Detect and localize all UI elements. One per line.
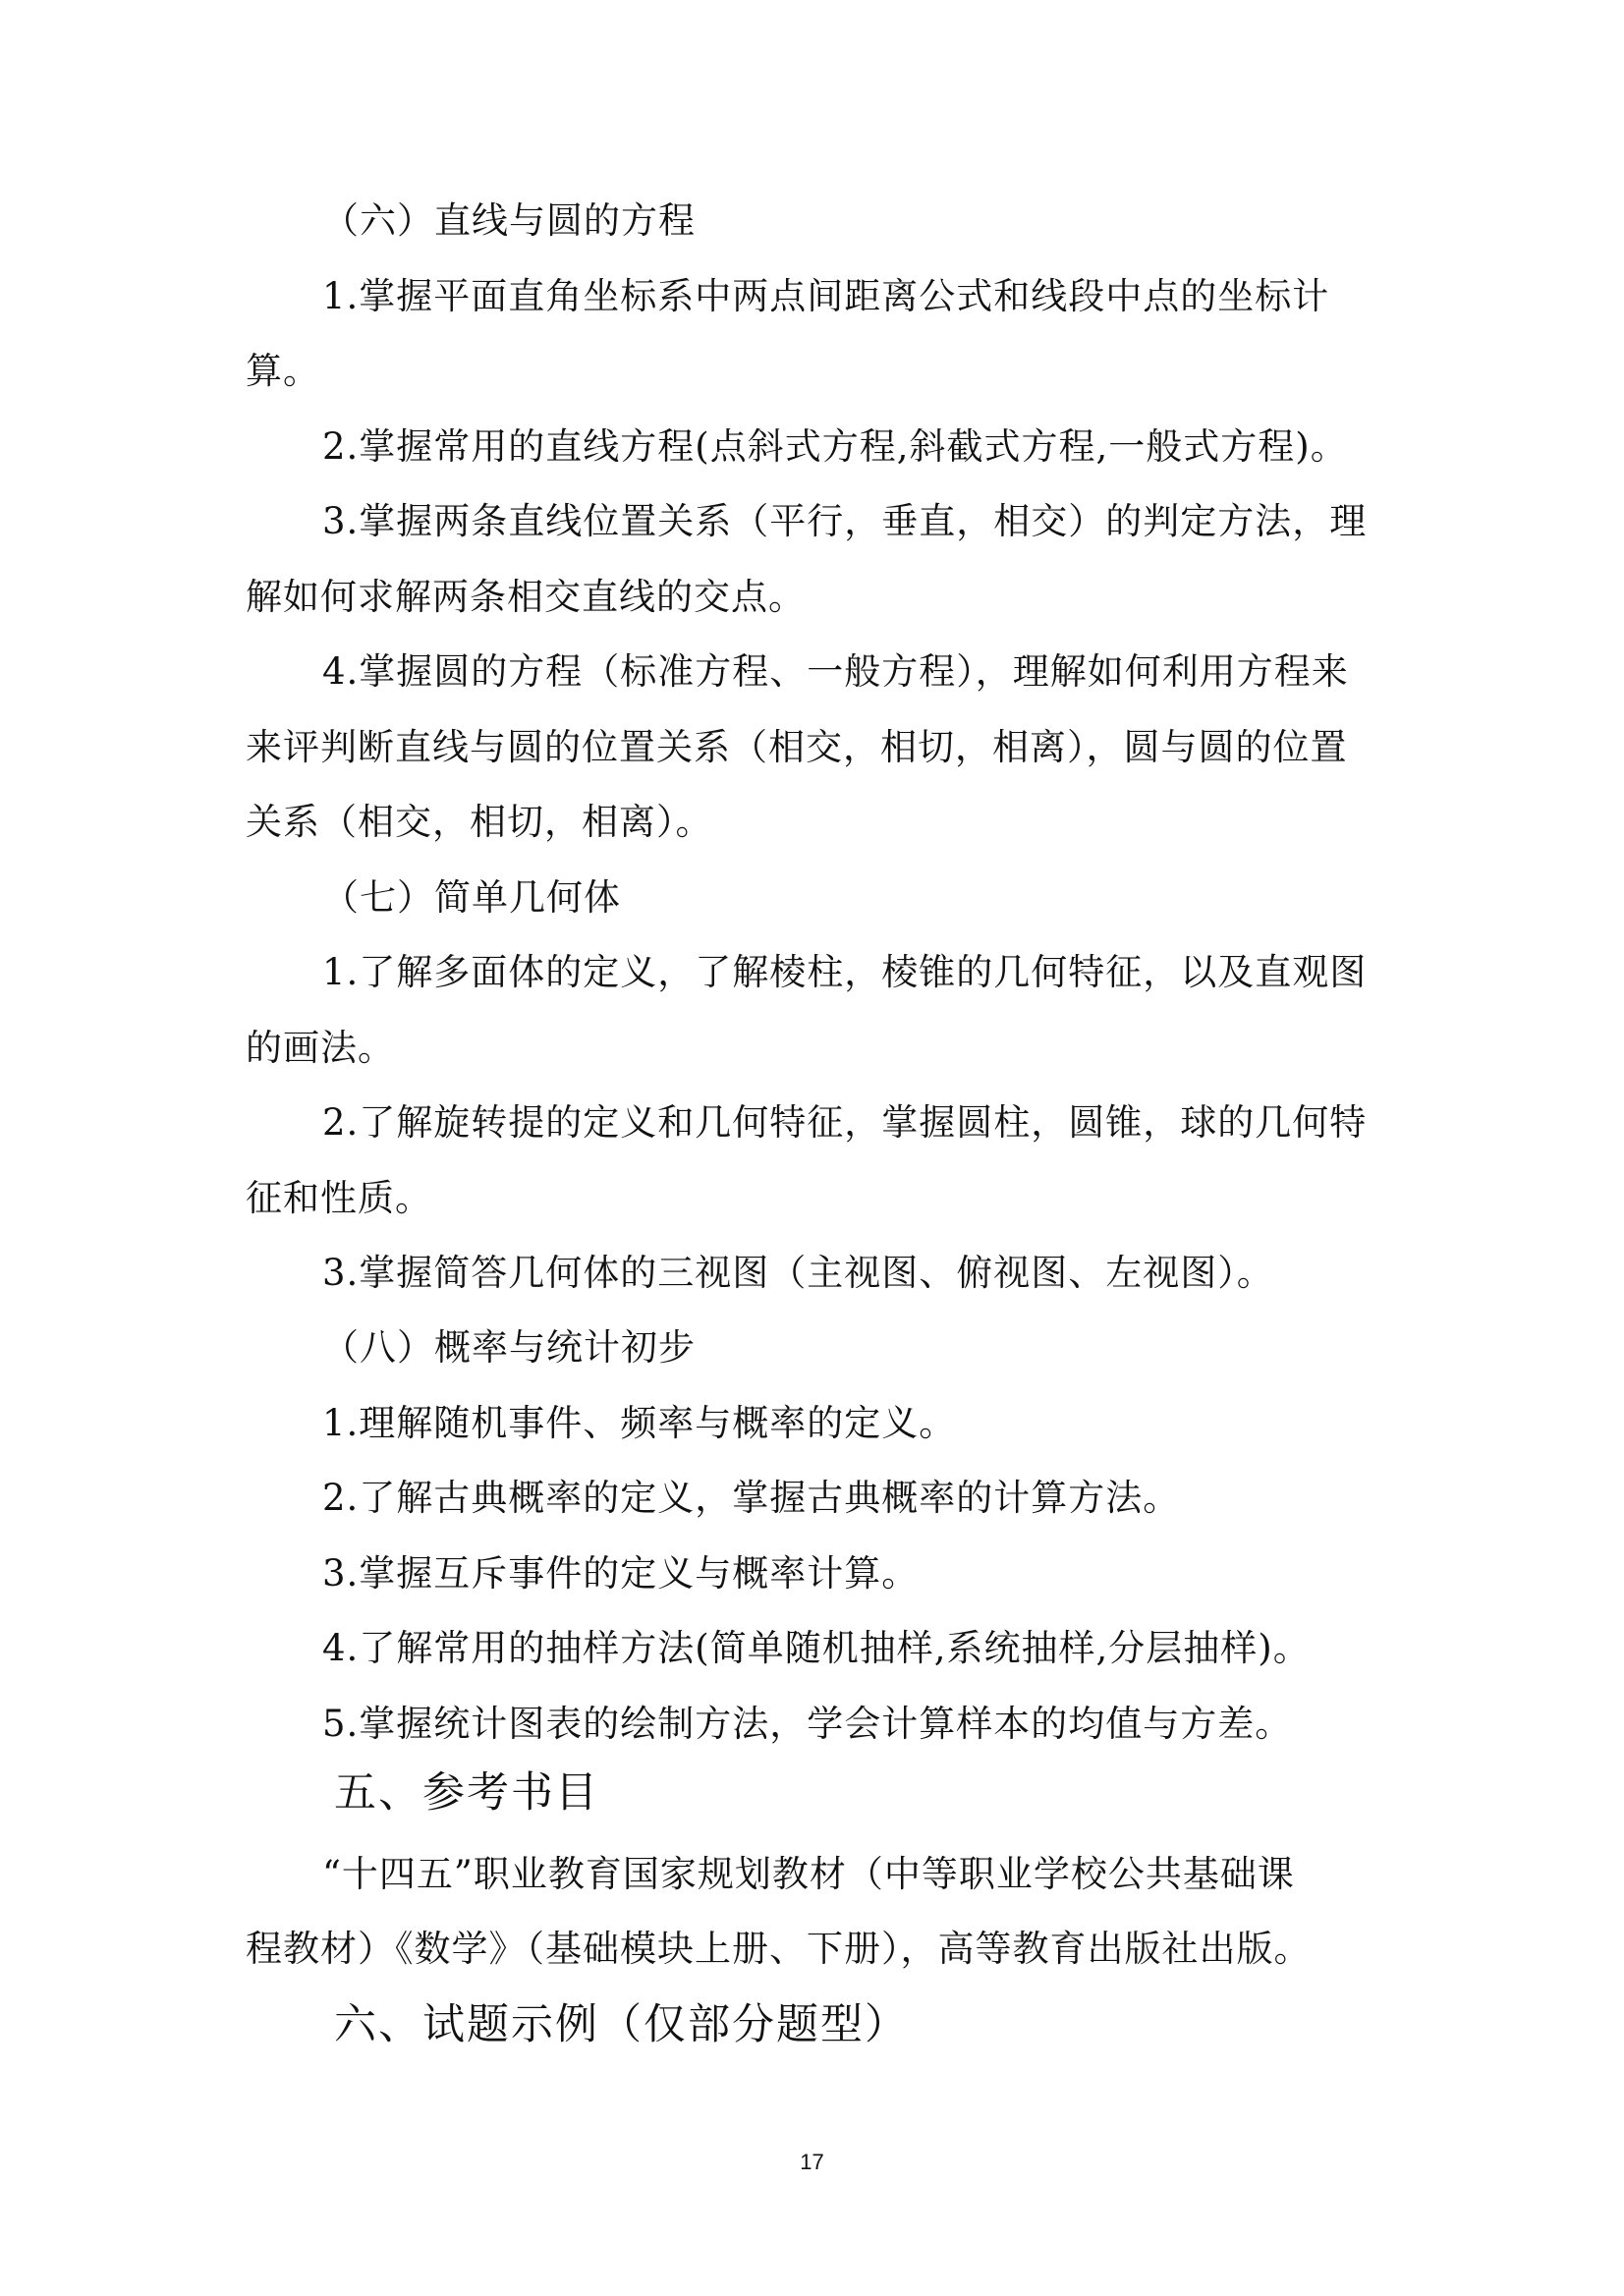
paragraph-line: 征和性质。 [246,1177,432,1219]
paragraph-line: 1.掌握平面直角坐标系中两点间距离公式和线段中点的坐标计 [322,275,1330,317]
paragraph-line: 3.掌握互斥事件的定义与概率计算。 [322,1552,920,1595]
paragraph-line: 的画法。 [246,1027,395,1069]
subsection-heading-seven: （七）简单几何体 [322,876,621,919]
paragraph-line: 2.了解古典概率的定义，掌握古典概率的计算方法。 [322,1477,1181,1519]
section-heading-references: 五、参考书目 [334,1768,599,1818]
paragraph-line: 3.掌握简答几何体的三视图（主视图、俯视图、左视图）。 [322,1252,1274,1294]
paragraph-line: 来评判断直线与圆的位置关系（相交，相切，相离），圆与圆的位置 [246,726,1348,768]
paragraph-line: 1.了解多面体的定义，了解棱柱，棱锥的几何特征，以及直观图 [322,951,1368,993]
subsection-heading-six: （六）直线与圆的方程 [322,199,696,242]
paragraph-line: 2.掌握常用的直线方程(点斜式方程,斜截式方程,一般式方程)。 [322,425,1348,468]
paragraph-line: 4.了解常用的抽样方法(简单随机抽样,系统抽样,分层抽样)。 [322,1627,1311,1669]
section-heading-examples: 六、试题示例（仅部分题型） [334,2000,909,2049]
paragraph-line: 关系（相交，相切，相离）。 [246,801,713,843]
paragraph-line: 程教材）《数学》（基础模块上册、下册），高等教育出版社出版。 [246,1928,1312,1970]
paragraph-line: 1.理解随机事件、频率与概率的定义。 [322,1402,957,1444]
paragraph-line: 4.掌握圆的方程（标准方程、一般方程），理解如何利用方程来 [322,650,1349,693]
paragraph-line: 算。 [246,350,320,392]
paragraph-line: 2.了解旋转提的定义和几何特征，掌握圆柱，圆锥，球的几何特 [322,1101,1368,1144]
paragraph-line: “十四五”职业教育国家规划教材（中等职业学校公共基础课 [322,1853,1295,1895]
paragraph-line: 3.掌握两条直线位置关系（平行，垂直，相交）的判定方法，理 [322,500,1368,542]
paragraph-line: 5.掌握统计图表的绘制方法，学会计算样本的均值与方差。 [322,1703,1293,1745]
paragraph-line: 解如何求解两条相交直线的交点。 [246,576,806,618]
page-number: 17 [800,2150,824,2174]
subsection-heading-eight: （八）概率与统计初步 [322,1326,696,1369]
